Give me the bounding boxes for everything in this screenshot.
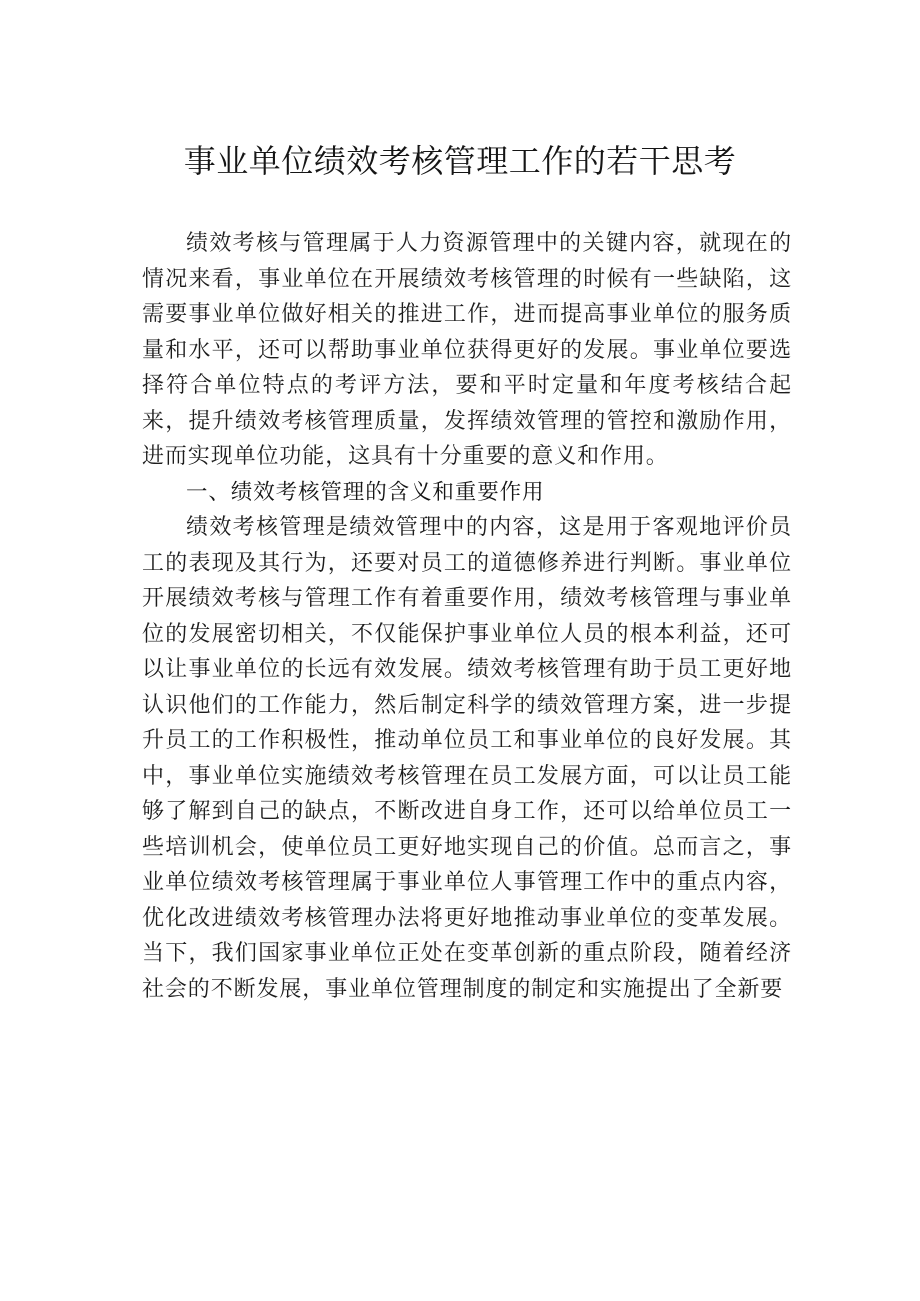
intro-paragraph: 绩效考核与管理属于人力资源管理中的关键内容，就现在的情况来看，事业单位在开展绩效考核管理的时候有一些缺陷，这需要事业单位做好相关的推进工作，进而提高事业单位的服务质量和水平，还可以帮助事业单位获得更好的发展。事业单位要选择符合单位特点的考评方法，要和平时定量和年度考核结合起来，提升绩效考核管理质量，发挥绩效管理的管控和激励作用，进而实现单位功能，这具有十分重要的意义和作用。 [142,231,792,469]
document-title: 事业单位绩效考核管理工作的若干思考 [183,142,737,181]
document-body [142,226,792,1007]
section-paragraph: 绩效考核管理是绩效管理中的内容，这是用于客观地评价员工的表现及其行为，还要对员工的道德修养进行判断。事业单位开展绩效考核与管理工作有着重要作用，绩效考核管理与事业单位的发展密切相关，不仅能保护事业单位人员的根本利益，还可以让事业单位的长远有效发展。绩效考核管理有助于员工更好地认识他们的工作能力，然后制定科学的绩效管理方案，进一步提升员工的工作积极性，推动单位员工和事业单位的良好发展。其中，事业单位实施绩效考核管理在员工发展方面，可以让员工能够了解到自己的缺点，不断改进自身工作，还可以给单位员工一些培训机会，使单位员工更好地实现自己的价值。总而言之，事业单位绩效考核管理属于事业单位人事管理工作中的重点内容，优化改进绩效考核管理办法将更好地推动事业单位的变革发展。当下，我们国家事业单位正处在变革创新的重点阶段，随着经济社会的不断发展，事业单位管理制度的制定和实施提出了全新要 [142,515,792,1002]
section-heading: 一、绩效考核管理的含义和重要作用 [186,479,545,505]
